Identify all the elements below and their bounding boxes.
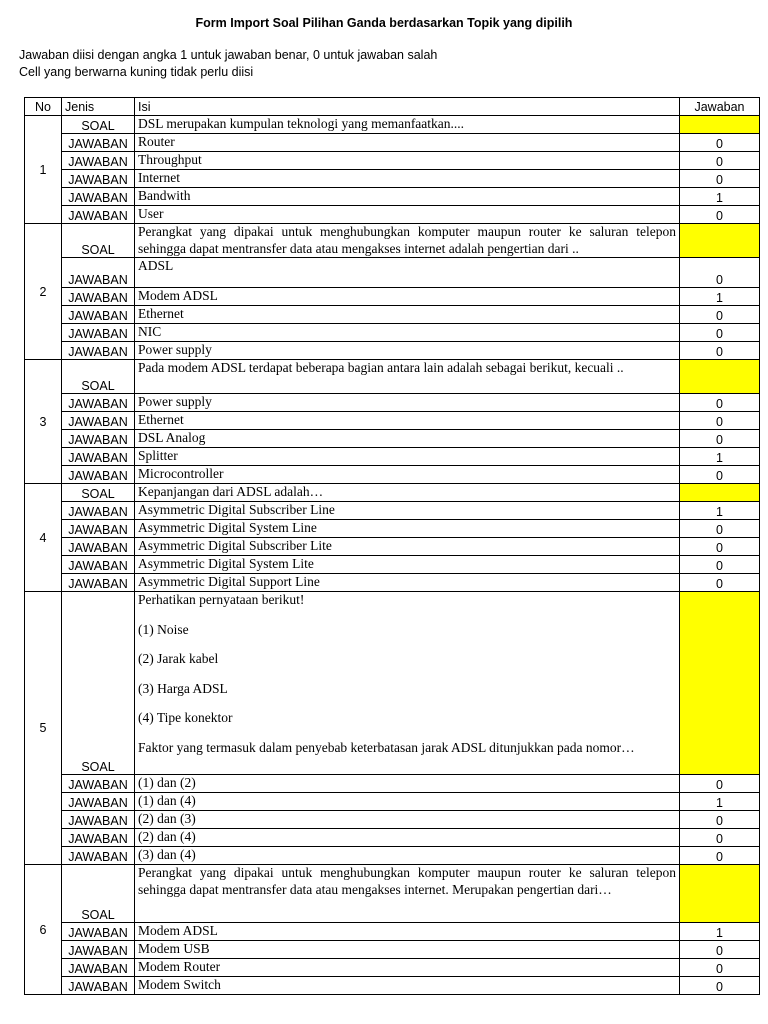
jenis-jawaban: JAWABAN	[62, 466, 135, 484]
jenis-soal: SOAL	[62, 592, 135, 775]
table-row	[25, 466, 760, 484]
table-row	[25, 188, 760, 206]
table-row	[25, 360, 760, 394]
answer-value[interactable]: 0	[680, 775, 760, 793]
answer-text[interactable]: NIC	[135, 324, 680, 342]
answer-cell-disabled	[680, 865, 760, 923]
jenis-jawaban: JAWABAN	[62, 829, 135, 847]
answer-text[interactable]: Modem Switch	[135, 977, 680, 995]
answer-text[interactable]: Power supply	[135, 394, 680, 412]
answer-value[interactable]: 0	[680, 941, 760, 959]
jenis-jawaban: JAWABAN	[62, 556, 135, 574]
answer-text[interactable]: User	[135, 206, 680, 224]
jenis-jawaban: JAWABAN	[62, 941, 135, 959]
answer-text[interactable]: Asymmetric Digital Subscriber Lite	[135, 538, 680, 556]
question-text-cell[interactable]	[135, 116, 680, 134]
question-number: 5	[25, 592, 62, 865]
jenis-jawaban: JAWABAN	[62, 847, 135, 865]
table-row	[25, 592, 760, 775]
jenis-jawaban: JAWABAN	[62, 324, 135, 342]
table-row	[25, 502, 760, 520]
answer-text[interactable]: (2) dan (4)	[135, 829, 680, 847]
table-row	[25, 574, 760, 592]
question-text-cell[interactable]	[135, 592, 680, 775]
question-text: Pada modem ADSL terdapat beberapa bagian antara lain adalah sebagai berikut, kecuali ..	[138, 360, 624, 375]
jenis-jawaban: JAWABAN	[62, 793, 135, 811]
header-jawaban: Jawaban	[680, 98, 760, 116]
answer-value[interactable]: 0	[680, 152, 760, 170]
page-title: Form Import Soal Pilihan Ganda berdasarkan Topik yang dipilih	[195, 16, 573, 30]
answer-value[interactable]: 0	[680, 977, 760, 995]
jenis-jawaban: JAWABAN	[62, 574, 135, 592]
answer-text[interactable]: (1) dan (4)	[135, 793, 680, 811]
table-row	[25, 923, 760, 941]
question-text: DSL merupakan kumpulan teknologi yang memanfaatkan....	[138, 116, 465, 131]
table-row	[25, 152, 760, 170]
answer-value[interactable]: 0	[680, 847, 760, 865]
answer-value[interactable]: 0	[680, 466, 760, 484]
jenis-jawaban: JAWABAN	[62, 977, 135, 995]
answer-text[interactable]: Router	[135, 134, 680, 152]
jenis-soal: SOAL	[62, 865, 135, 923]
answer-text[interactable]: (2) dan (3)	[135, 811, 680, 829]
jenis-jawaban: JAWABAN	[62, 206, 135, 224]
jenis-jawaban: JAWABAN	[62, 394, 135, 412]
table-row	[25, 775, 760, 793]
answer-text[interactable]: Throughput	[135, 152, 680, 170]
jenis-jawaban: JAWABAN	[62, 288, 135, 306]
header-no: No	[25, 98, 62, 116]
table-row	[25, 224, 760, 258]
jenis-jawaban: JAWABAN	[62, 775, 135, 793]
table-row	[25, 865, 760, 923]
instruction-note: Jawaban diisi dengan angka 1 untuk jawaban benar, 0 untuk jawaban salah	[19, 48, 438, 62]
table-row	[25, 941, 760, 959]
table-row	[25, 116, 760, 134]
answer-text[interactable]: Power supply	[135, 342, 680, 360]
answer-value[interactable]: 0	[680, 829, 760, 847]
header-jenis: Jenis	[62, 98, 135, 116]
answer-cell-disabled	[680, 224, 760, 258]
table-row	[25, 170, 760, 188]
answer-value[interactable]: 0	[680, 170, 760, 188]
jenis-jawaban: JAWABAN	[62, 538, 135, 556]
table-row	[25, 288, 760, 306]
table-body	[25, 116, 760, 995]
table-row	[25, 829, 760, 847]
answer-value[interactable]: 1	[680, 448, 760, 466]
question-text: Perhatikan pernyataan berikut!	[138, 592, 305, 607]
jenis-jawaban: JAWABAN	[62, 306, 135, 324]
table-row	[25, 394, 760, 412]
answer-value[interactable]: 0	[680, 520, 760, 538]
jenis-jawaban: JAWABAN	[62, 412, 135, 430]
answer-cell-disabled	[680, 116, 760, 134]
question-number: 6	[25, 865, 62, 995]
header-isi: Isi	[135, 98, 680, 116]
answer-value[interactable]: 0	[680, 574, 760, 592]
question-number: 2	[25, 224, 62, 360]
question-text: (2) Jarak kabel	[138, 651, 219, 666]
answer-cell-disabled	[680, 592, 760, 775]
answer-text[interactable]: Asymmetric Digital System Lite	[135, 556, 680, 574]
question-number: 1	[25, 116, 62, 224]
answer-text[interactable]: Asymmetric Digital Subscriber Line	[135, 502, 680, 520]
question-table	[24, 97, 760, 995]
jenis-jawaban: JAWABAN	[62, 342, 135, 360]
question-text-cell[interactable]	[135, 484, 680, 502]
answer-value[interactable]: 0	[680, 324, 760, 342]
jenis-jawaban: JAWABAN	[62, 258, 135, 288]
question-text: (3) Harga ADSL	[138, 680, 228, 696]
jenis-jawaban: JAWABAN	[62, 811, 135, 829]
jenis-soal: SOAL	[62, 360, 135, 394]
jenis-jawaban: JAWABAN	[62, 448, 135, 466]
jenis-jawaban: JAWABAN	[62, 134, 135, 152]
table-header-row	[25, 98, 760, 116]
table-row	[25, 484, 760, 502]
answer-text[interactable]: Internet	[135, 170, 680, 188]
jenis-jawaban: JAWABAN	[62, 430, 135, 448]
question-text-cell[interactable]	[135, 224, 680, 258]
answer-value[interactable]: 0	[680, 959, 760, 977]
answer-text[interactable]: Asymmetric Digital Support Line	[135, 574, 680, 592]
question-number: 3	[25, 360, 62, 484]
jenis-soal: SOAL	[62, 224, 135, 258]
answer-text[interactable]: Splitter	[135, 448, 680, 466]
answer-text[interactable]: ADSL	[135, 258, 680, 288]
answer-value[interactable]: 1	[680, 923, 760, 941]
table-row	[25, 977, 760, 995]
table-row	[25, 520, 760, 538]
answer-cell-disabled	[680, 360, 760, 394]
answer-text[interactable]: Microcontroller	[135, 466, 680, 484]
jenis-soal: SOAL	[62, 116, 135, 134]
answer-text[interactable]: Modem ADSL	[135, 923, 680, 941]
answer-text[interactable]: (3) dan (4)	[135, 847, 680, 865]
question-text: (1) Noise	[138, 621, 189, 637]
jenis-jawaban: JAWABAN	[62, 923, 135, 941]
table-row	[25, 847, 760, 865]
answer-value[interactable]: 0	[680, 134, 760, 152]
table-row	[25, 342, 760, 360]
question-text-cell[interactable]	[135, 360, 680, 394]
answer-value[interactable]: 0	[680, 394, 760, 412]
answer-value[interactable]: 0	[680, 258, 760, 288]
jenis-jawaban: JAWABAN	[62, 520, 135, 538]
answer-text[interactable]: Modem USB	[135, 941, 680, 959]
answer-text[interactable]: Asymmetric Digital System Line	[135, 520, 680, 538]
table-row	[25, 324, 760, 342]
answer-value[interactable]: 0	[680, 556, 760, 574]
answer-cell-disabled	[680, 484, 760, 502]
jenis-jawaban: JAWABAN	[62, 188, 135, 206]
table-row	[25, 793, 760, 811]
table-row	[25, 811, 760, 829]
question-text-cell[interactable]	[135, 865, 680, 923]
answer-value[interactable]: 0	[680, 342, 760, 360]
question-text: Kepanjangan dari ADSL adalah…	[138, 484, 324, 499]
answer-value[interactable]: 0	[680, 206, 760, 224]
answer-text[interactable]: Ethernet	[135, 412, 680, 430]
question-text: Perangkat yang dipakai untuk menghubungkan komputer maupun router ke saluran telepon sehingga dapat mentransfer data atau mengakses internet adalah pengertian dari ..	[138, 224, 676, 256]
answer-value[interactable]: 0	[680, 538, 760, 556]
answer-value[interactable]: 0	[680, 430, 760, 448]
answer-value[interactable]: 0	[680, 306, 760, 324]
answer-text[interactable]: Bandwith	[135, 188, 680, 206]
answer-value[interactable]: 1	[680, 188, 760, 206]
table-row	[25, 134, 760, 152]
answer-text[interactable]: DSL Analog	[135, 430, 680, 448]
jenis-jawaban: JAWABAN	[62, 959, 135, 977]
answer-value[interactable]: 1	[680, 288, 760, 306]
table-row	[25, 448, 760, 466]
table-row	[25, 258, 760, 288]
answer-text[interactable]: (1) dan (2)	[135, 775, 680, 793]
table-row	[25, 206, 760, 224]
question-number: 4	[25, 484, 62, 592]
question-text: (4) Tipe konektor	[138, 710, 233, 725]
answer-value[interactable]: 1	[680, 793, 760, 811]
answer-value[interactable]: 0	[680, 412, 760, 430]
table-row	[25, 430, 760, 448]
jenis-jawaban: JAWABAN	[62, 502, 135, 520]
answer-text[interactable]: Modem ADSL	[135, 288, 680, 306]
jenis-jawaban: JAWABAN	[62, 152, 135, 170]
question-text: Faktor yang termasuk dalam penyebab keterbatasan jarak ADSL ditunjukkan pada nomor…	[138, 739, 635, 755]
table-row	[25, 306, 760, 324]
table-row	[25, 959, 760, 977]
table-row	[25, 556, 760, 574]
question-text: Perangkat yang dipakai untuk menghubungkan komputer maupun router ke saluran telepon sehingga dapat mentransfer data atau mengakses internet. Merupakan pengertian dari…	[138, 865, 676, 897]
table-row	[25, 538, 760, 556]
answer-text[interactable]: Ethernet	[135, 306, 680, 324]
answer-text[interactable]: Modem Router	[135, 959, 680, 977]
answer-value[interactable]: 0	[680, 811, 760, 829]
instruction-note: Cell yang berwarna kuning tidak perlu diisi	[19, 65, 254, 79]
jenis-soal: SOAL	[62, 484, 135, 502]
table-row	[25, 412, 760, 430]
jenis-jawaban: JAWABAN	[62, 170, 135, 188]
answer-value[interactable]: 1	[680, 502, 760, 520]
